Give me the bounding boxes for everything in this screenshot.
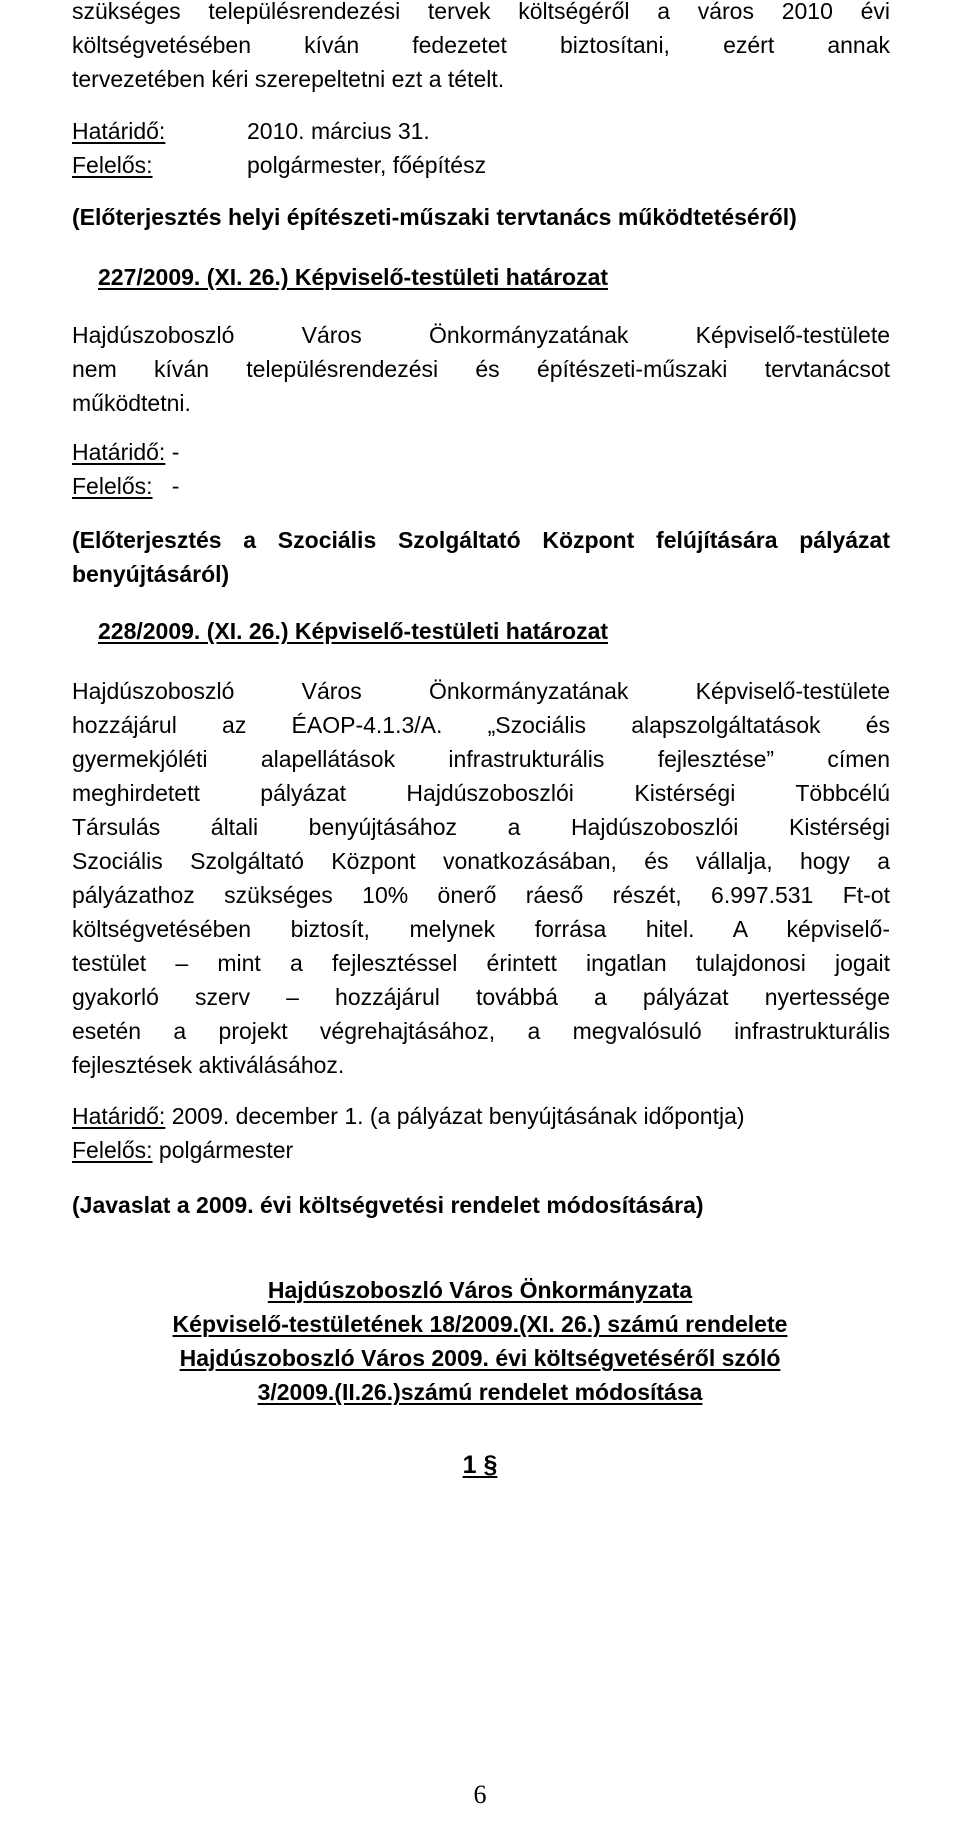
section2-body-line-10: gyakorló szerv – hozzájárul továbbá a pályázat nyertessége xyxy=(72,984,890,1010)
section2-body-line-3: gyermekjóléti alapellátások infrastrukturális fejlesztése” címen xyxy=(72,746,890,772)
deadline-value: - xyxy=(171,439,180,465)
section2-body-line-1: Hajdúszoboszló Város Önkormányzatának Képviselő-testülete xyxy=(72,678,890,704)
section2-body-line-7: pályázathoz szükséges 10% önerő ráeső részét, 6.997.531 Ft-ot xyxy=(72,882,890,908)
section2-heading-line-1: (Előterjesztés a Szociális Szolgáltató Központ felújítására pályázat xyxy=(72,527,890,553)
responsible-value: polgármester xyxy=(152,1137,294,1163)
section1-resolution-title xyxy=(98,258,608,296)
section2-body-line-5: Társulás általi benyújtásához a Hajdúszoboszlói Kistérségi xyxy=(72,814,890,840)
section1-body-line-1: Hajdúszoboszló Város Önkormányzatának Képviselő-testülete xyxy=(72,322,890,348)
section2-responsible xyxy=(72,1131,293,1169)
section2-deadline xyxy=(72,1097,745,1135)
section2-heading-line-2: benyújtásáról) xyxy=(72,561,230,587)
responsible-label: Felelős: xyxy=(72,1137,153,1163)
section2-body-line-4: meghirdetett pályázat Hajdúszoboszlói Kistérségi Többcélú xyxy=(72,780,890,806)
section3-heading: (Javaslat a 2009. évi költségvetési rendelet módosítására) xyxy=(72,1192,704,1218)
paragraph-mark-text: 1 § xyxy=(462,1451,498,1479)
resolution-title-text: 227/2009. (XI. 26.) Képviselő-testületi határozat xyxy=(98,264,609,290)
section1-deadline xyxy=(72,433,179,471)
section2-body-line-11: esetén a projekt végrehajtásához, a megvalósuló infrastrukturális xyxy=(72,1018,890,1044)
responsible-label: Felelős: xyxy=(72,152,153,178)
decree-title-text: Hajdúszoboszló Város Önkormányzata xyxy=(267,1277,693,1303)
decree-title-line-1 xyxy=(0,1271,960,1309)
section2-resolution-title xyxy=(98,612,608,650)
section2-body-line-6: Szociális Szolgáltató Központ vonatkozásában, és vállalja, hogy a xyxy=(72,848,890,874)
section1-responsible xyxy=(72,467,179,505)
section1-heading: (Előterjesztés helyi építészeti-műszaki tervtanács működtetéséről) xyxy=(72,204,797,230)
resolution-title-text: 228/2009. (XI. 26.) Képviselő-testületi határozat xyxy=(98,618,609,644)
intro-line-1: szükséges településrendezési tervek költségéről a város 2010 évi xyxy=(72,0,890,24)
section2-body-line-8: költségvetésében biztosít, melynek forrása hitel. A képviselő- xyxy=(72,916,890,942)
section1-body-line-3: működtetni. xyxy=(72,390,191,416)
responsible-value: polgármester, főépítész xyxy=(247,152,487,178)
section2-body-line-2: hozzájárul az ÉAOP-4.1.3/A. „Szociális alapszolgáltatások és xyxy=(72,712,890,738)
deadline-value: 2009. december 1. (a pályázat benyújtásának időpontja) xyxy=(165,1103,745,1129)
intro-deadline xyxy=(72,112,430,150)
deadline-label: Határidő: xyxy=(72,118,166,144)
decree-title-text: 3/2009.(II.26.)számú rendelet módosítása xyxy=(257,1379,703,1405)
page-number: 6 xyxy=(473,1780,487,1809)
responsible-label: Felelős: xyxy=(72,473,153,499)
paragraph-mark xyxy=(0,1446,960,1484)
decree-title-line-4 xyxy=(0,1373,960,1411)
section2-body-line-9: testület – mint a fejlesztéssel érintett ingatlan tulajdonosi jogait xyxy=(72,950,890,976)
decree-title-text: Hajdúszoboszló Város 2009. évi költségvetéséről szóló xyxy=(179,1345,781,1371)
deadline-label: Határidő: xyxy=(72,1103,166,1129)
decree-title-line-3 xyxy=(0,1339,960,1377)
deadline-label: Határidő: xyxy=(72,439,166,465)
section1-body-line-2: nem kíván településrendezési és építészeti-műszaki tervtanácsot xyxy=(72,356,890,382)
decree-title-text: Képviselő-testületének 18/2009.(XI. 26.) számú rendelete xyxy=(172,1311,788,1337)
decree-title-line-2 xyxy=(0,1305,960,1343)
deadline-value: 2010. március 31. xyxy=(247,118,430,144)
intro-line-3: tervezetében kéri szerepeltetni ezt a tételt. xyxy=(72,66,505,92)
intro-responsible xyxy=(72,146,486,184)
responsible-value: - xyxy=(171,473,180,499)
intro-line-2: költségvetésében kíván fedezetet biztosítani, ezért annak xyxy=(72,32,890,58)
section2-body-line-12: fejlesztések aktiválásához. xyxy=(72,1052,345,1078)
